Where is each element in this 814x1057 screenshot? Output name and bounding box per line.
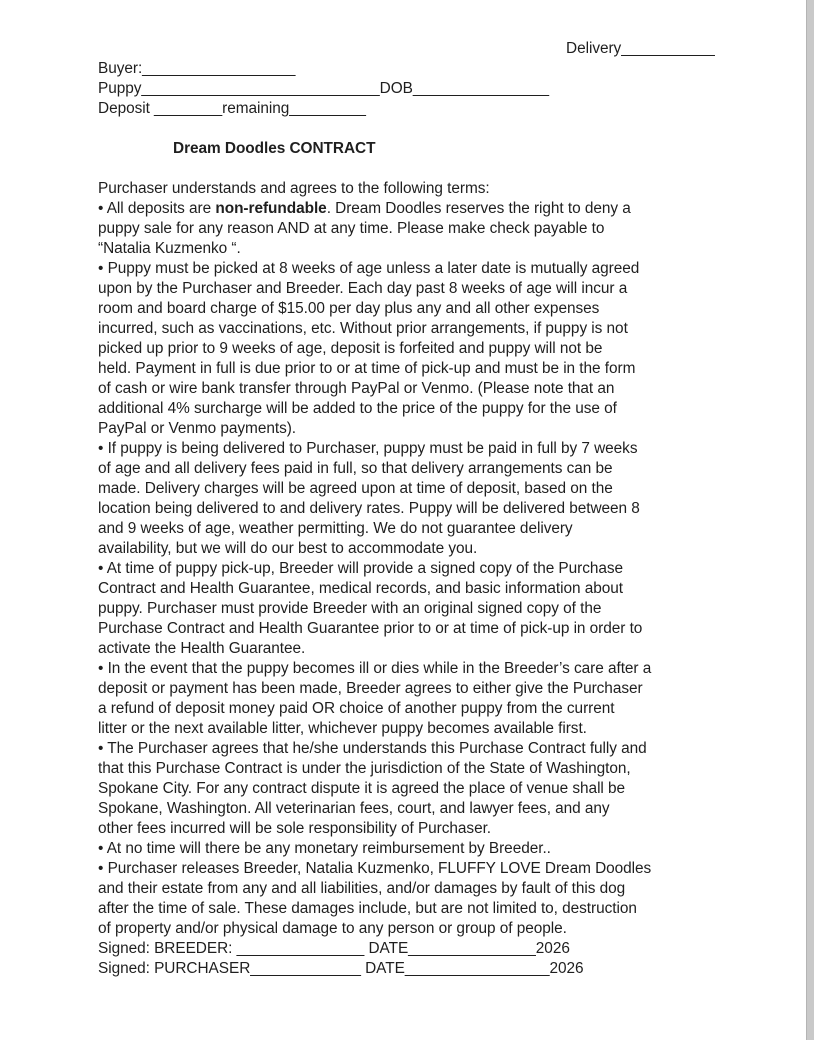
term-line: incurred, such as vaccinations, etc. Without prior arrangements, if puppy is not	[98, 320, 628, 337]
term-line: activate the Health Guarantee.	[98, 640, 306, 657]
term-line: • In the event that the puppy becomes ill or dies while in the Breeder’s care after a	[98, 660, 652, 677]
term-line: of age and all delivery fees paid in full, so that delivery arrangements can be	[98, 460, 613, 477]
term-line: other fees incurred will be sole responsibility of Purchaser.	[98, 820, 492, 837]
contract-title: Dream Doodles CONTRACT	[173, 140, 376, 157]
deposit-field: Deposit ________remaining_________	[98, 100, 366, 117]
term-line: • Puppy must be picked at 8 weeks of age unless a later date is mutually agreed	[98, 260, 640, 277]
term-line: availability, but we will do our best to accommodate you.	[98, 540, 478, 557]
term-line: “Natalia Kuzmenko “.	[98, 240, 241, 257]
term-line: deposit or payment has been made, Breeder agrees to either give the Purchaser	[98, 680, 643, 697]
term-line: • At no time will there be any monetary reimbursement by Breeder..	[98, 840, 551, 857]
term-line: puppy sale for any reason AND at any time. Please make check payable to	[98, 220, 605, 237]
term-line: held. Payment in full is due prior to or at time of pick-up and must be in the form	[98, 360, 636, 377]
term-line: • If puppy is being delivered to Purchaser, puppy must be paid in full by 7 weeks	[98, 440, 638, 457]
term-line: • At time of puppy pick-up, Breeder will provide a signed copy of the Purchase	[98, 560, 624, 577]
term-line: of cash or wire bank transfer through PayPal or Venmo. (Please note that an	[98, 380, 615, 397]
buyer-field: Buyer:__________________	[98, 60, 296, 77]
term-text: • All deposits are	[98, 200, 216, 217]
term-line: Purchase Contract and Health Guarantee prior to or at time of pick-up in order to	[98, 620, 643, 637]
scrollbar[interactable]	[806, 0, 814, 1040]
term-line: room and board charge of $15.00 per day plus any and all other expenses	[98, 300, 600, 317]
term-line: • Purchaser releases Breeder, Natalia Kuzmenko, FLUFFY LOVE Dream Doodles	[98, 860, 652, 877]
breeder-signature-line: Signed: BREEDER: _______________ DATE_______________2026	[98, 940, 570, 957]
term-line: of property and/or physical damage to any person or group of people.	[98, 920, 567, 937]
term-line: picked up prior to 9 weeks of age, deposit is forfeited and puppy will not be	[98, 340, 603, 357]
term-line: a refund of deposit money paid OR choice of another puppy from the current	[98, 700, 615, 717]
terms-intro: Purchaser understands and agrees to the following terms:	[98, 180, 490, 197]
term-line: and their estate from any and all liabilities, and/or damages by fault of this dog	[98, 880, 626, 897]
term-line: litter or the next available litter, whichever puppy becomes available first.	[98, 720, 587, 737]
term-line: puppy. Purchaser must provide Breeder with an original signed copy of the	[98, 600, 602, 617]
term-line: Contract and Health Guarantee, medical records, and basic information about	[98, 580, 623, 597]
term-line: Spokane City. For any contract dispute it is agreed the place of venue shall be	[98, 780, 626, 797]
term-line: that this Purchase Contract is under the jurisdiction of the State of Washington,	[98, 760, 631, 777]
term-line: made. Delivery charges will be agreed upon at time of deposit, based on the	[98, 480, 613, 497]
term-line	[98, 199, 631, 219]
term-line: after the time of sale. These damages include, but are not limited to, destruction	[98, 900, 637, 917]
term-line: Spokane, Washington. All veterinarian fees, court, and lawyer fees, and any	[98, 800, 610, 817]
term-line: PayPal or Venmo payments).	[98, 420, 297, 437]
puppy-dob-field: Puppy____________________________DOB________________	[98, 80, 550, 97]
term-line: • The Purchaser agrees that he/she understands this Purchase Contract fully and	[98, 740, 647, 757]
term-line: location being delivered to and delivery rates. Puppy will be delivered between 8	[98, 500, 640, 517]
term-text: . Dream Doodles reserves the right to deny a	[326, 200, 631, 217]
non-refundable-emphasis: non-refundable	[215, 200, 327, 217]
term-line: additional 4% surcharge will be added to the price of the puppy for the use of	[98, 400, 617, 417]
delivery-field: Delivery___________	[566, 40, 715, 57]
term-line: upon by the Purchaser and Breeder. Each day past 8 weeks of age will incur a	[98, 280, 628, 297]
term-line: and 9 weeks of age, weather permitting. We do not guarantee delivery	[98, 520, 573, 537]
purchaser-signature-line: Signed: PURCHASER_____________ DATE_________________2026	[98, 960, 584, 977]
